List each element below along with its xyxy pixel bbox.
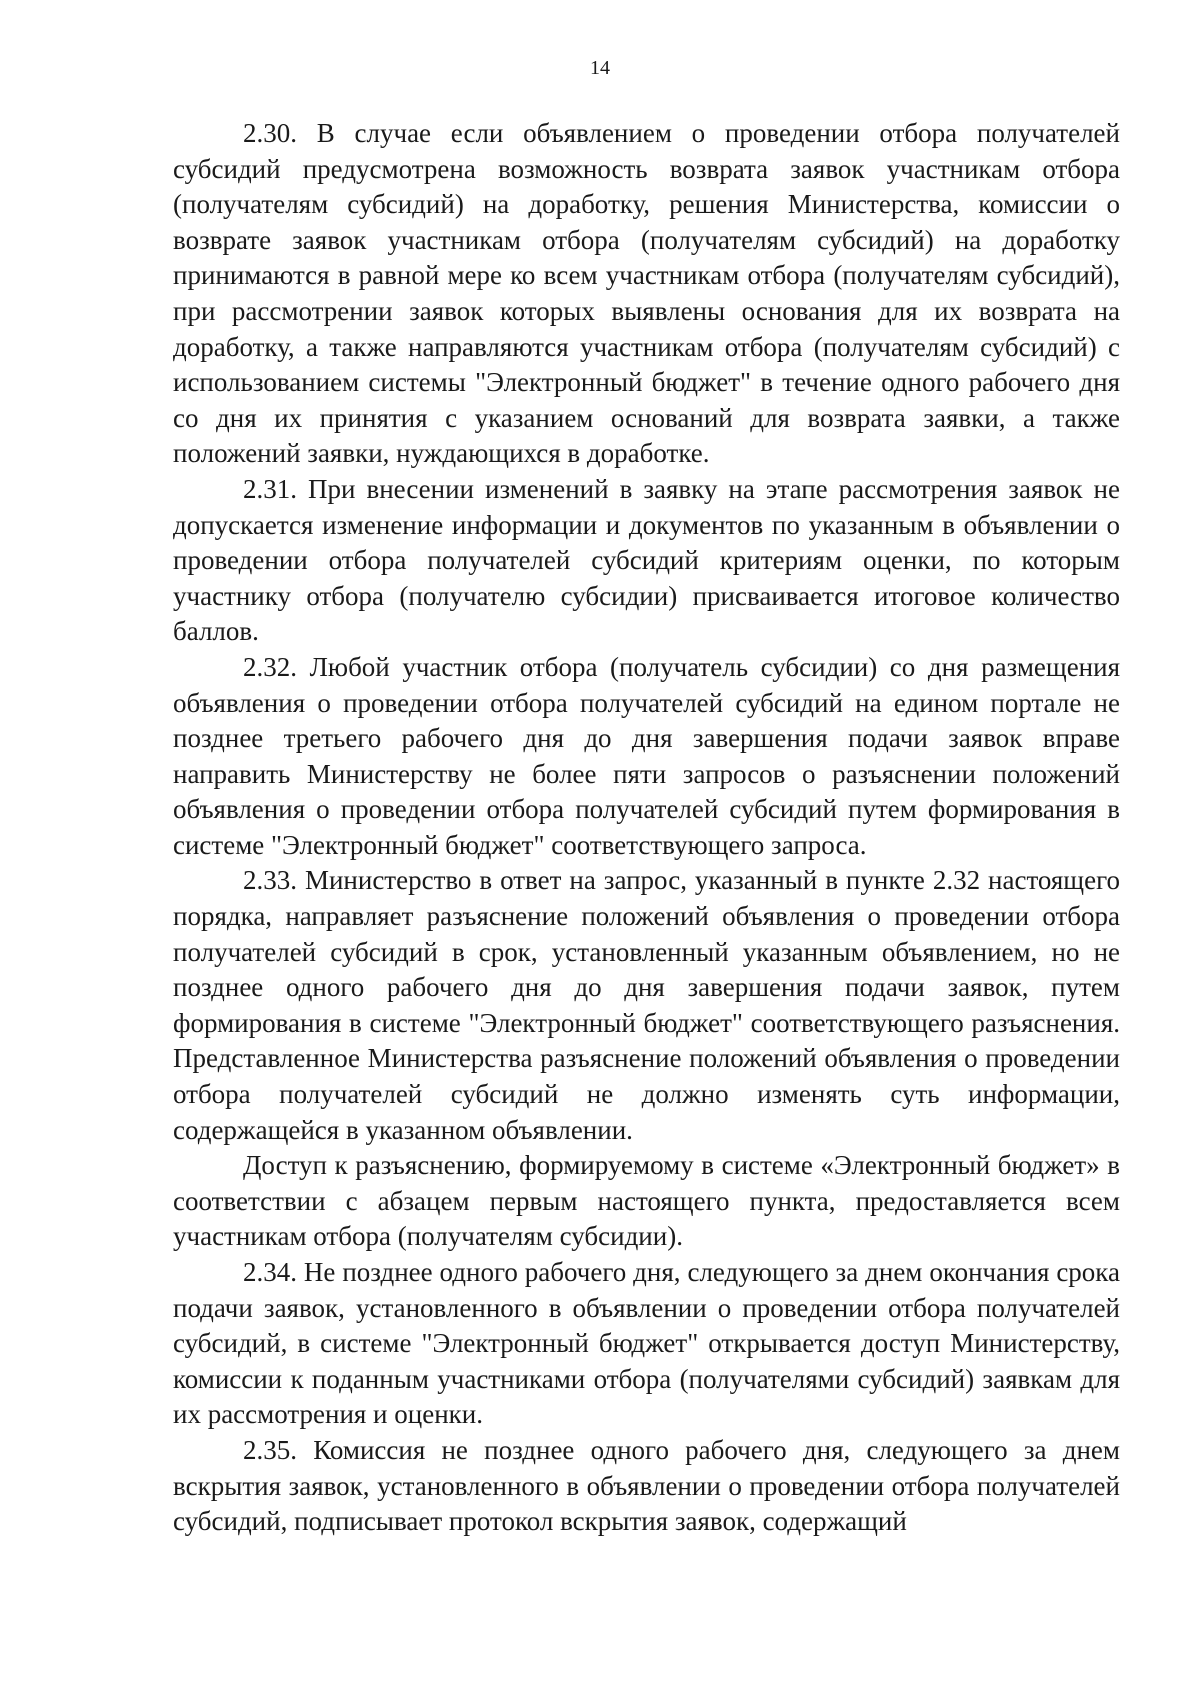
- page-number: 14: [590, 57, 610, 79]
- paragraph-2-30: 2.30. В случае если объявлением о проведении отбора получателей субсидий предусмотрена возможность возврата заявок участникам отбора (получателям субсидий) на доработку, решения Министерства, комиссии о возврате заявок участникам отбора (получателям субсидий) на доработку принимаются в равной мере ко всем участникам отбора (получателям субсидий), при рассмотрении заявок которых выявлены основания для их возврата на доработку, а также направляются участникам отбора (получателям субсидий) с использованием системы "Электронный бюджет" в течение одного рабочего дня со дня их принятия с указанием оснований для возврата заявки, а также положений заявки, нуждающихся в доработке.: [173, 118, 1120, 469]
- document-body: [173, 116, 1120, 1540]
- paragraph-2-35: 2.35. Комиссия не позднее одного рабочего дня, следующего за днем вскрытия заявок, установленного в объявлении о проведении отбора получателей субсидий, подписывает протокол вскрытия заявок, содержащий: [173, 1434, 1120, 1537]
- paragraph-2-33-access: Доступ к разъяснению, формируемому в системе «Электронный бюджет» в соответствии с абзацем первым настоящего пункта, предоставляется всем участникам отбора (получателям субсидии).: [173, 1150, 1120, 1252]
- paragraph-2-31: 2.31. При внесении изменений в заявку на этапе рассмотрения заявок не допускается изменение информации и документов по указанным в объявлении о проведении отбора получателей субсидий критериям оценки, по которым участнику отбора (получателю субсидии) присваивается итоговое количество баллов.: [173, 473, 1120, 647]
- paragraph-2-34: 2.34. Не позднее одного рабочего дня, следующего за днем окончания срока подачи заявок, установленного в объявлении о проведении отбора получателей субсидий, в системе "Электронный бюджет" открывается доступ Министерству, комиссии к поданным участниками отбора (получателями субсидий) заявкам для их рассмотрения и оценки.: [173, 1257, 1120, 1430]
- paragraph-2-33: 2.33. Министерство в ответ на запрос, указанный в пункте 2.32 настоящего порядка, направляет разъяснение положений объявления о проведении отбора получателей субсидий в срок, установленный указанным объявлением, но не позднее одного рабочего дня до дня завершения подачи заявок, путем формирования в системе "Электронный бюджет" соответствующего разъяснения. Представленное Министерства разъяснение положений объявления о проведении отбора получателей субсидий не должно изменять суть информации, содержащейся в указанном объявлении.: [173, 865, 1120, 1145]
- paragraph-2-32: 2.32. Любой участник отбора (получатель субсидии) со дня размещения объявления о проведении отбора получателей субсидий на едином портале не позднее третьего рабочего дня до дня завершения подачи заявок вправе направить Министерству не более пяти запросов о разъяснении положений объявления о проведении отбора получателей субсидий путем формирования в системе "Электронный бюджет" соответствующего запроса.: [173, 651, 1120, 860]
